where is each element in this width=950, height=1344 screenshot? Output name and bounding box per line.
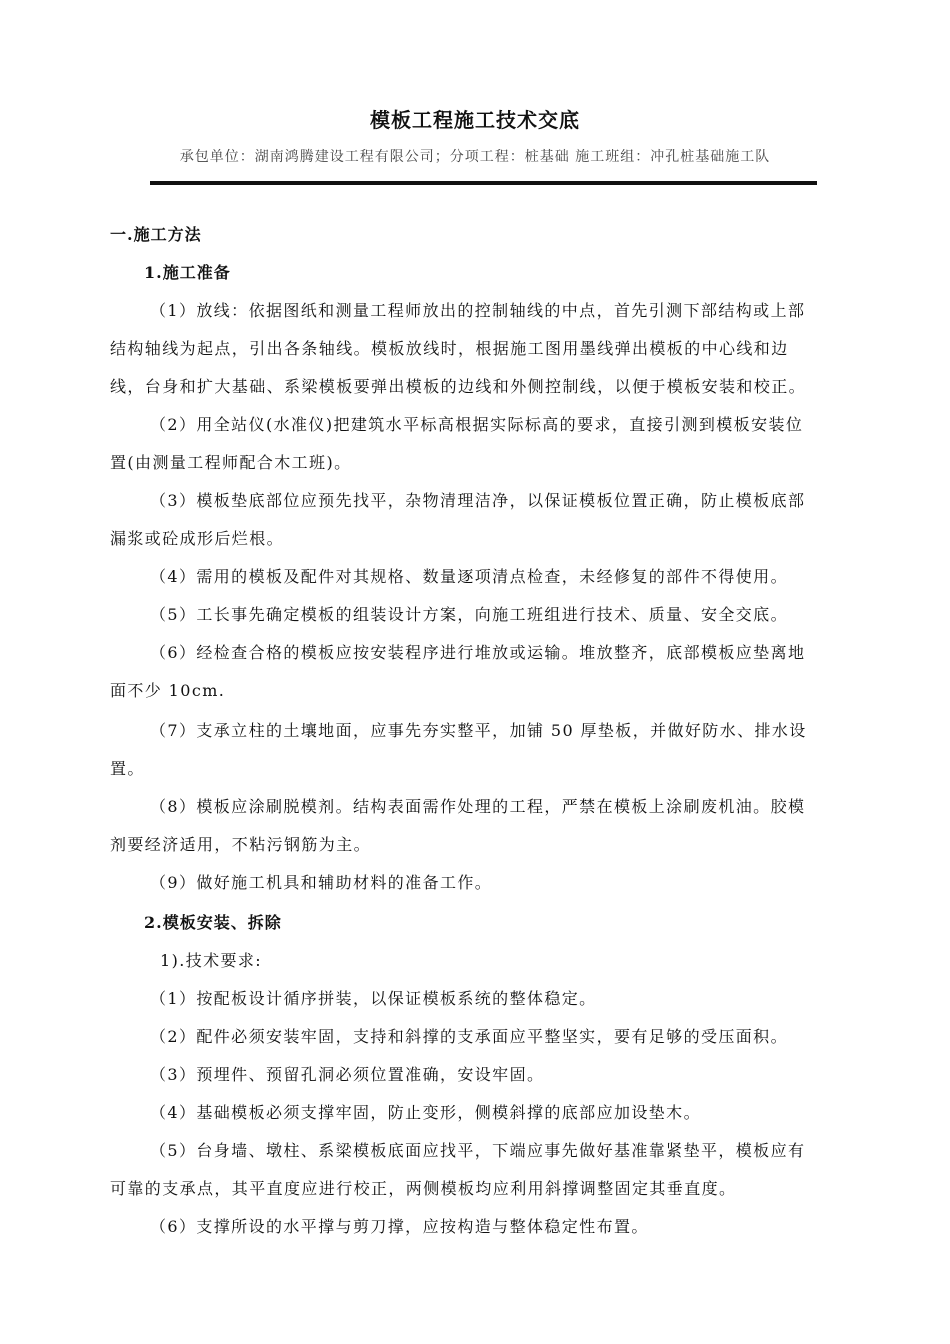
- paragraph-line: 线，台身和扩大基础、系梁模板要弹出模板的边线和外侧控制线，以便于模板安装和校正。: [110, 377, 807, 396]
- paragraph-line: （3）模板垫底部位应预先找平，杂物清理洁净，以保证模板位置正确，防止模板底部: [150, 491, 806, 510]
- title-divider: [150, 181, 817, 185]
- paragraph-line: （3）预埋件、预留孔洞必须位置准确，安设牢固。: [150, 1065, 545, 1084]
- paragraph-line: （2）用全站仪(水准仪)把建筑水平标高根据实际标高的要求，直接引测到模板安装位: [150, 415, 804, 434]
- paragraph-line: （4）需用的模板及配件对其规格、数量逐项清点检查，未经修复的部件不得使用。: [150, 567, 788, 586]
- subsection-heading: 1.施工准备: [144, 263, 231, 282]
- paragraph-line: （1）按配板设计循序拼装，以保证模板系统的整体稳定。: [150, 989, 597, 1008]
- paragraph-line: （6）经检查合格的模板应按安装程序进行堆放或运输。堆放整齐，底部模板应垫离地: [150, 643, 806, 662]
- paragraph-line: 漏浆或砼成形后烂根。: [110, 529, 285, 548]
- paragraph-line: 面不少 10cm.: [110, 681, 226, 700]
- paragraph-line: 置(由测量工程师配合木工班)。: [110, 453, 352, 472]
- paragraph-line: （5）台身墙、墩柱、系梁模板底面应找平，下端应事先做好基准靠紧垫平，模板应有: [150, 1141, 806, 1160]
- paragraph-line: （8）模板应涂刷脱模剂。结构表面需作处理的工程，严禁在模板上涂刷废机油。胶模: [150, 797, 806, 816]
- paragraph-line: 结构轴线为起点，引出各条轴线。模板放线时，根据施工图用墨线弹出模板的中心线和边: [110, 339, 789, 358]
- paragraph-line: （7）支承立柱的土壤地面，应事先夯实整平，加铺 50 厚垫板，并做好防水、排水设: [150, 721, 807, 740]
- paragraph-line: （4）基础模板必须支撑牢固，防止变形，侧模斜撑的底部应加设垫木。: [150, 1103, 701, 1122]
- paragraph-line: 可靠的支承点，其平直度应进行校正，两侧模板均应利用斜撑调整固定其垂直度。: [110, 1179, 737, 1198]
- paragraph-line: （1）放线：依据图纸和测量工程师放出的控制轴线的中点，首先引测下部结构或上部: [150, 301, 806, 320]
- paragraph-line: （2）配件必须安装牢固，支持和斜撑的支承面应平整坚实，要有足够的受压面积。: [150, 1027, 788, 1046]
- paragraph-line: （6）支撑所设的水平撑与剪刀撑，应按构造与整体稳定性布置。: [150, 1217, 649, 1236]
- paragraph-line: （5）工长事先确定模板的组装设计方案，向施工班组进行技术、质量、安全交底。: [150, 605, 788, 624]
- document-title: 模板工程施工技术交底: [370, 108, 580, 132]
- paragraph-line: （9）做好施工机具和辅助材料的准备工作。: [150, 873, 493, 892]
- subsection-heading: 2.模板安装、拆除: [144, 913, 282, 932]
- paragraph-line: 置。: [110, 759, 145, 778]
- paragraph-line: 剂要经济适用，不粘污钢筋为主。: [110, 835, 372, 854]
- item-heading: 1).技术要求:: [160, 951, 263, 970]
- document-subtitle: 承包单位：湖南鸿腾建设工程有限公司；分项工程：桩基础 施工班组：冲孔桩基础施工队: [179, 149, 771, 165]
- section-heading: 一.施工方法: [110, 225, 202, 244]
